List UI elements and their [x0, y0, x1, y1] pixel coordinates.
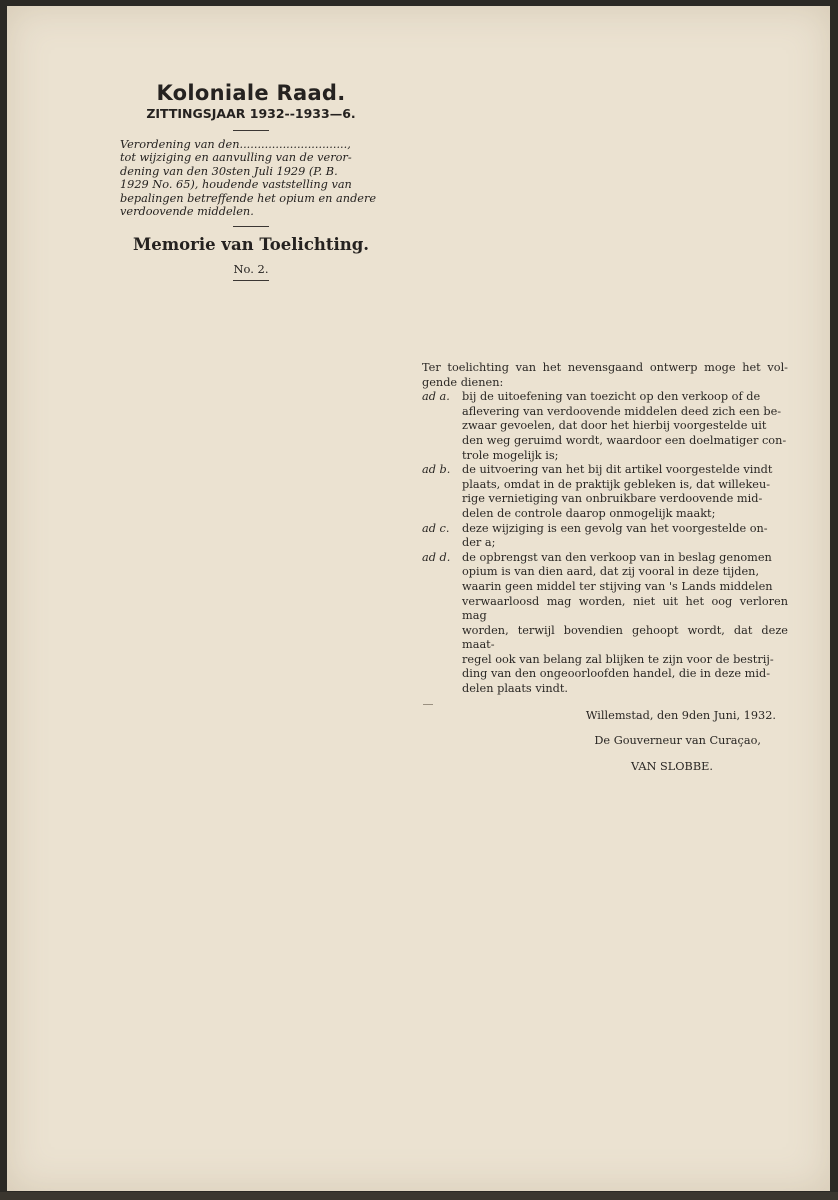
ordinance-line: tot wijziging en aanvulling van de veror-: [120, 151, 352, 165]
item-line: verwaarloosd mag worden, niet uit het oog verloren mag: [462, 594, 788, 623]
intro-paragraph: [422, 361, 788, 390]
item-line: bij de uitoefening van toezicht op den verkoop of de: [462, 390, 761, 404]
item-line: der a;: [462, 536, 496, 550]
ordinance-line: 1929 No. 65), houdende vaststelling van: [120, 178, 352, 192]
list-item: [422, 463, 788, 521]
item-text: [462, 463, 788, 521]
ordinance-description: [120, 138, 382, 218]
item-label: ad a.: [422, 390, 450, 404]
item-line: de opbrengst van den verkoop van in beslag genomen: [462, 550, 772, 564]
item-line: worden, terwijl bovendien gehoopt wordt, dat deze maat-: [462, 623, 788, 652]
item-line: den weg geruimd wordt, waardoor een doelmatiger con-: [462, 433, 787, 447]
item-line: opium is van dien aard, dat zij vooral in deze tijden,: [462, 565, 760, 579]
item-text: [462, 390, 788, 463]
memorandum-title: Memorie van Toelichting.: [132, 235, 370, 255]
ordinance-line: dening van den 30sten Juli 1929 (P. B.: [120, 164, 338, 178]
divider: [233, 226, 269, 227]
council-title: Koloniale Raad.: [156, 81, 346, 105]
item-line: zwaar gevoelen, dat door het hierbij voorgestelde uit: [462, 419, 767, 433]
date-line: Willemstad, den 9den Juni, 1932.: [585, 708, 776, 722]
intro-line: gende dienen:: [422, 375, 504, 389]
item-line: de uitvoering van het bij dit artikel voorgestelde vindt: [462, 463, 773, 477]
item-label: ad b.: [422, 463, 451, 477]
item-line: plaats, omdat in de praktijk gebleken is, dat willekeu-: [462, 477, 771, 491]
document-number: No. 2.: [233, 262, 269, 277]
document-header: [120, 80, 382, 288]
explanation-body: [422, 361, 788, 774]
item-text: [462, 551, 788, 697]
item-line: regel ook van belang zal blijken te zijn voor de bestrij-: [462, 652, 774, 666]
ordinance-line: Verordening van den..............................,: [120, 138, 351, 151]
divider: [233, 280, 269, 281]
item-line: trole mogelijk is;: [462, 448, 559, 462]
margin-mark: [423, 704, 433, 705]
item-line: aflevering van verdoovende middelen deed zich een be-: [462, 404, 782, 418]
item-line: delen de controle daarop onmogelijk maakt;: [462, 506, 716, 520]
item-line: delen plaats vindt.: [462, 682, 568, 696]
signature-name: VAN SLOBBE.: [631, 759, 713, 773]
item-line: deze wijziging is een gevolg van het voorgestelde on-: [462, 521, 768, 535]
scan-edge: [0, 1192, 838, 1200]
item-text: [462, 522, 788, 551]
list-item: [422, 551, 788, 697]
item-label: ad d.: [422, 550, 451, 564]
ordinance-line: verdoovende middelen.: [120, 205, 254, 219]
divider: [233, 130, 269, 131]
session-year: ZITTINGSJAAR 1932--1933—6.: [146, 106, 356, 121]
list-item: [422, 522, 788, 551]
ordinance-line: bepalingen betreffende het opium en andere: [120, 191, 377, 205]
intro-line: Ter toelichting van het nevensgaand ontwerp moge het vol-: [422, 361, 788, 374]
item-line: rige vernietiging van onbruikbare verdoovende mid-: [462, 492, 763, 506]
governor-line: De Gouverneur van Curaçao,: [594, 734, 761, 748]
item-label: ad c.: [422, 521, 450, 535]
item-line: waarin geen middel ter stijving van 's Lands middelen: [462, 579, 773, 593]
item-line: ding van den ongeoorloofden handel, die in deze mid-: [462, 667, 771, 681]
list-item: [422, 390, 788, 463]
